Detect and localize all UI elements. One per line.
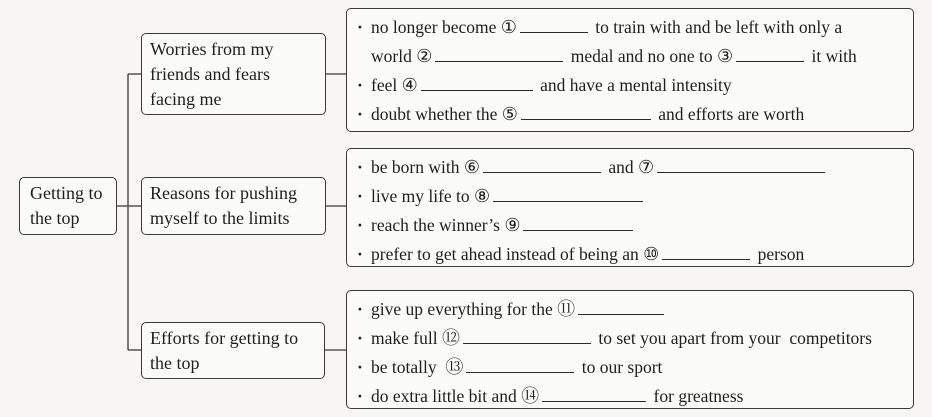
- detail-line: [357, 323, 903, 352]
- answer-blank[interactable]: [521, 99, 651, 120]
- branch-label-efforts: [141, 322, 325, 379]
- branch-label-line: Worries from my: [150, 39, 274, 59]
- answer-blank[interactable]: [493, 181, 643, 202]
- detail-box-worries: [346, 8, 914, 132]
- line-text: no longer become: [371, 17, 501, 37]
- blank-number: ⑦: [638, 157, 655, 177]
- line-text: live my life to: [371, 186, 475, 206]
- detail-line: [357, 152, 903, 181]
- answer-blank[interactable]: [736, 41, 804, 62]
- bullet-dot: ·: [357, 386, 363, 406]
- bullet-dot: ·: [357, 328, 363, 348]
- detail-line: [357, 210, 903, 239]
- blank-number: ④: [401, 75, 418, 95]
- blank-number: ⑥: [463, 157, 480, 177]
- detail-line: [357, 381, 903, 410]
- bullet-dot: ·: [357, 299, 363, 319]
- blank-number: ③: [717, 46, 734, 66]
- blank-number: ⑨: [504, 215, 521, 235]
- answer-blank[interactable]: [466, 352, 574, 373]
- branch-label-line: Efforts for getting to: [150, 328, 299, 348]
- branch-label-reasons: [141, 177, 326, 235]
- detail-line: [357, 294, 903, 323]
- bullet-dot: ·: [357, 75, 363, 95]
- detail-line: [357, 12, 903, 41]
- line-text: to set you apart from your competitors: [593, 328, 872, 348]
- bullet-dot: ·: [357, 215, 363, 235]
- blank-number: ⑫: [441, 328, 460, 348]
- answer-blank[interactable]: [657, 152, 825, 173]
- answer-blank[interactable]: [483, 152, 601, 173]
- detail-line: [357, 99, 903, 128]
- line-text: and: [603, 157, 639, 177]
- line-text: it with: [807, 46, 857, 66]
- root-node-line-2: the top: [30, 208, 80, 228]
- detail-line: [357, 239, 903, 268]
- detail-line: [357, 41, 903, 70]
- branch-label-worries: [141, 33, 326, 115]
- line-text: give up everything for the: [371, 299, 558, 319]
- detail-line: [357, 352, 903, 381]
- line-text: do extra little bit and: [371, 386, 522, 406]
- branch-label-line: facing me: [150, 89, 222, 109]
- blank-number: ⑧: [474, 186, 491, 206]
- answer-blank[interactable]: [463, 323, 591, 344]
- line-text: and have a mental intensity: [535, 75, 732, 95]
- line-text: doubt whether the: [371, 104, 502, 124]
- line-text: to train with and be left with only a: [590, 17, 843, 37]
- line-text: for greatness: [649, 386, 744, 406]
- detail-box-efforts: [346, 290, 914, 409]
- blank-number: ⑤: [501, 104, 518, 124]
- bullet-dot: ·: [357, 104, 363, 124]
- answer-blank[interactable]: [662, 239, 750, 260]
- answer-blank[interactable]: [421, 70, 533, 91]
- answer-blank[interactable]: [578, 294, 664, 315]
- line-text: make full: [371, 328, 442, 348]
- detail-box-reasons: [346, 148, 914, 267]
- answer-blank[interactable]: [435, 41, 563, 62]
- blank-number: ⑪: [557, 299, 576, 319]
- bullet-dot: ·: [357, 17, 363, 37]
- detail-line: [357, 181, 903, 210]
- line-text: prefer to get ahead instead of being an: [371, 244, 644, 264]
- answer-blank[interactable]: [523, 210, 633, 231]
- line-text: world: [371, 46, 417, 66]
- line-text: be born with: [371, 157, 464, 177]
- root-node-line-1: Getting to: [30, 183, 103, 203]
- bullet-dot: ·: [357, 357, 363, 377]
- branch-label-line: the top: [150, 353, 200, 373]
- branch-label-line: myself to the limits: [150, 208, 290, 228]
- answer-blank[interactable]: [542, 381, 646, 402]
- branch-label-line: friends and fears: [150, 64, 270, 84]
- blank-number: ⑭: [521, 386, 540, 406]
- bullet-dot: ·: [357, 244, 363, 264]
- branch-label-line: Reasons for pushing: [150, 183, 297, 203]
- line-text: person: [753, 244, 805, 264]
- blank-number: ②: [416, 46, 433, 66]
- line-text: reach the winner’s: [371, 215, 505, 235]
- blank-number: ①: [500, 17, 517, 37]
- bullet-dot: ·: [357, 186, 363, 206]
- bullet-dot: ·: [357, 157, 363, 177]
- line-text: to our sport: [577, 357, 663, 377]
- detail-line: [357, 70, 903, 99]
- line-text: medal and no one to: [566, 46, 717, 66]
- root-node: [19, 177, 117, 235]
- blank-number: ⑩: [643, 244, 660, 264]
- line-text: be totally: [371, 357, 446, 377]
- line-text: and efforts are worth: [653, 104, 805, 124]
- blank-number: ⑬: [445, 357, 464, 377]
- answer-blank[interactable]: [520, 12, 588, 33]
- line-text: feel: [371, 75, 402, 95]
